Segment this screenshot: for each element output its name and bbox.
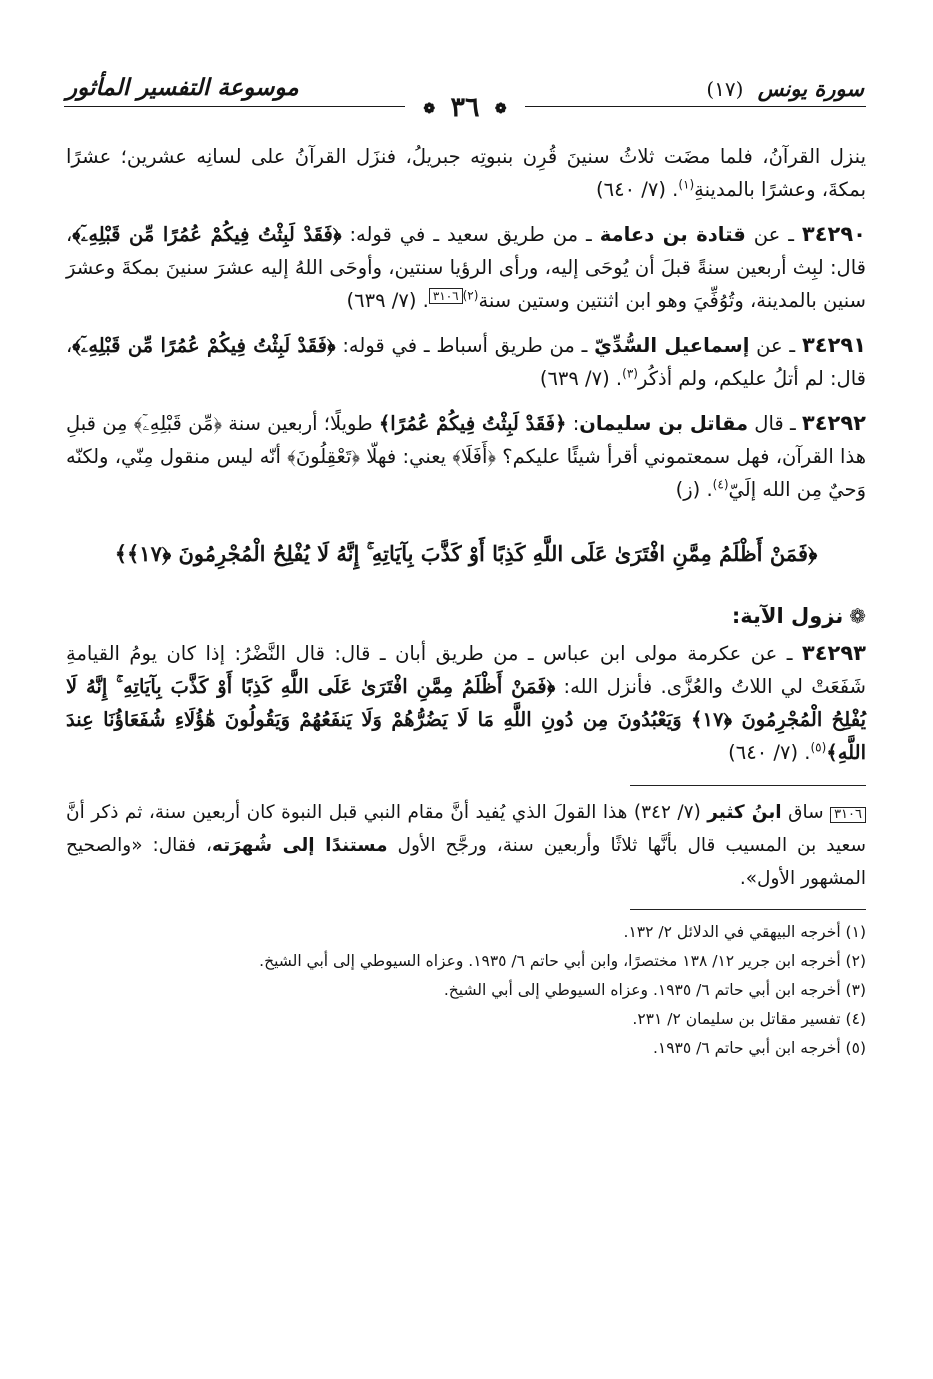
page-number-wrap [64, 92, 866, 123]
commentary-note [66, 796, 866, 895]
entry-chain: ـ من طريق سعيد ـ في قوله: [341, 223, 600, 246]
page-header [64, 60, 866, 123]
volume-reference: . (٧/ ٦٤٠) [596, 178, 679, 201]
continuation-text: ينزل القرآنُ، فلما مضَت ثلاثُ سنينَ قُرِن بنبوتِه جبريلُ، فنزَل القرآنُ على لسانِه عشرين؛ عشرًا بمكةَ، وعشرًا بالمدينةِ [66, 145, 866, 201]
entry-chain: : [566, 412, 580, 435]
quran-quote: ﴿فَقَدْ لَبِثْتُ فِيكُمْ عُمُرًا﴾ [378, 412, 567, 435]
entry-34291 [66, 329, 866, 395]
footnote-mark: (٥) [810, 740, 827, 755]
footnote-4: (٤) تفسير مقاتل بن سليمان ٢/ ٢٣١. [632, 1010, 866, 1028]
volume-reference: . (ز) [675, 478, 713, 501]
commentary-scholar: ابنُ كثير [707, 802, 782, 823]
entry-text: طويلًا؛ أربعين سنة ﴿مِّن قَبْلِهِۦٓ﴾ مِن قبلِ هذا القرآن، فهل سمعتموني أقرأ شيئًا عليكم؟ ﴿أَفَلَا﴾ يعني: فهلّا ﴿تَعْقِلُونَ﴾ أنّه ليس منقول مِنّي، ولكنّه وَحيٌ مِن الله إلَيّ [66, 412, 866, 501]
footnote-1: (١) أخرجه البيهقي في الدلائل ٢/ ١٣٢. [623, 923, 866, 941]
entry-34290 [66, 218, 866, 317]
footnote-mark: (٤) [712, 477, 729, 492]
sura-name: سورة يونس [757, 76, 864, 101]
footnote-2: (٢) أخرجه ابن جرير ١٢/ ١٣٨ مختصرًا، وابن أبي حاتم ٦/ ١٩٣٥. وعزاه السيوطي إلى أبي الشيخ. [259, 952, 866, 970]
narrator-name: إسماعيل السُّدِّيّ [594, 334, 750, 357]
commentary-box-mark: ٣١٠٦ [429, 288, 463, 304]
volume-reference: . (٧/ ٦٣٩) [346, 289, 429, 312]
book-title: موسوعة التفسير المأثور [66, 74, 299, 101]
volume-reference: . (٧/ ٦٤٠) [728, 741, 811, 764]
entry-text: ، قال: لبِث أربعين سنةً قبلَ أن يُوحَى إليه، ورأى الرؤيا سنتين، وأوحَى اللهُ إليه عشرَ سنينَ بمكةَ وعشرَ سنين بالمدينة، وتُوُفِّيَ وهو ابن اثنتين وستين سنة [66, 223, 866, 312]
entry-lead: ـ قال [748, 412, 802, 435]
entry-number: ٣٤٢٩٢ [801, 411, 866, 435]
entry-lead: ـ عن [745, 223, 802, 246]
footnote-5: (٥) أخرجه ابن أبي حاتم ٦/ ١٩٣٥. [652, 1039, 866, 1057]
footnotes-divider [630, 909, 866, 910]
entry-chain: ـ من طريق أسباط ـ في قوله: [335, 334, 595, 357]
entry-34292 [66, 407, 866, 506]
entry-lead: ـ عن [749, 334, 802, 357]
entry-number: ٣٤٢٩٠ [801, 222, 866, 246]
page-number: ٣٦ [450, 92, 480, 123]
narrator-name: قتادة بن دعامة [599, 223, 746, 246]
section-heading [66, 600, 866, 633]
commentary-text: هذا القولَ الذي يُفيد أنَّ مقام النبي قبل النبوة كان أربعين سنة، ثم ذكر أنَّ سعيد بن المسيب قال بأنَّها ثلاثًا وأربعين سنة، ورجَّح الأول [66, 802, 866, 856]
page-number-block [405, 92, 524, 123]
footnote-mark: (٢) [462, 288, 479, 303]
commentary-box-mark: ٣١٠٦ [830, 807, 866, 823]
verse-number: (١٧) [706, 77, 744, 101]
entry-chain: ـ عن عكرمة مولى ابن عباس ـ من طريق أبان ـ قال: قال النَّضْرُ: إذا كان يومُ القيامةِ شَفَعَتْ لي اللاتُ والعُزَّى. فأنزل الله: [66, 642, 866, 698]
ornament-icon: ❁ [423, 100, 436, 117]
section-title: نزول الآية: [731, 604, 844, 628]
volume-reference: . (٧/ ٦٣٩) [539, 367, 623, 390]
page-body [66, 140, 866, 1063]
quran-quote: ﴿فَمَنْ أَظْلَمُ مِمَّنِ افْتَرَىٰ عَلَى اللَّهِ كَذِبًا أَوْ كَذَّبَ بِآيَاتِهِ ۚ إِنَّهُ لَا يُفْلِحُ الْمُجْرِمُونَ ﴿١٧﴾ وَيَعْبُدُونَ مِن دُونِ اللَّهِ مَا لَا يَضُرُّهُمْ وَلَا يَنفَعُهُمْ وَيَقُولُونَ هَٰؤُلَاءِ شُفَعَاؤُنَا عِندَ اللَّهِ﴾ [66, 675, 867, 764]
commentary-emphasis: مستندًا إلى شُهرَته [211, 835, 388, 856]
entry-number: ٣٤٢٩١ [801, 333, 867, 357]
entry-text: ، قال: لم أتلُ عليكم، ولم أذكُر [66, 334, 866, 390]
entry-number: ٣٤٢٩٣ [801, 641, 866, 665]
quran-quote: ﴿فَقَدْ لَبِثْتُ فِيكُمْ عُمُرًا مِّن قَبْلِهِۦٓ﴾ [72, 223, 342, 246]
commentary-text-end: ، فقال: «والصحيح المشهور الأول». [66, 835, 866, 889]
continuation-paragraph [66, 140, 866, 206]
quran-verse: ﴿فَمَنْ أَظْلَمُ مِمَّنِ افْتَرَىٰ عَلَى اللَّهِ كَذِبًا أَوْ كَذَّبَ بِآيَاتِهِ ۚ إِنَّهُ لَا يُفْلِحُ الْمُجْرِمُونَ ﴿١٧﴾﴾ [114, 541, 818, 566]
flower-icon: ❁ [849, 604, 866, 628]
commentary-divider [630, 785, 866, 786]
footnotes [66, 918, 866, 1063]
quran-quote: ﴿فَقَدْ لَبِثْتُ فِيكُمْ عُمُرًا مِّن قَبْلِهِۦٓ﴾ [72, 334, 336, 357]
commentary-lead: ساق [781, 802, 831, 823]
narrator-name: مقاتل بن سليمان [579, 412, 749, 435]
footnote-3: (٣) أخرجه ابن أبي حاتم ٦/ ١٩٣٥. وعزاه السيوطي إلى أبي الشيخ. [443, 981, 866, 999]
footnote-mark: (١) [678, 177, 695, 192]
entry-34293 [66, 637, 866, 769]
footnote-mark: (٣) [622, 366, 638, 381]
commentary-reference: (٧/ ٣٤٢) [633, 802, 708, 823]
ornament-icon: ❁ [494, 100, 507, 117]
